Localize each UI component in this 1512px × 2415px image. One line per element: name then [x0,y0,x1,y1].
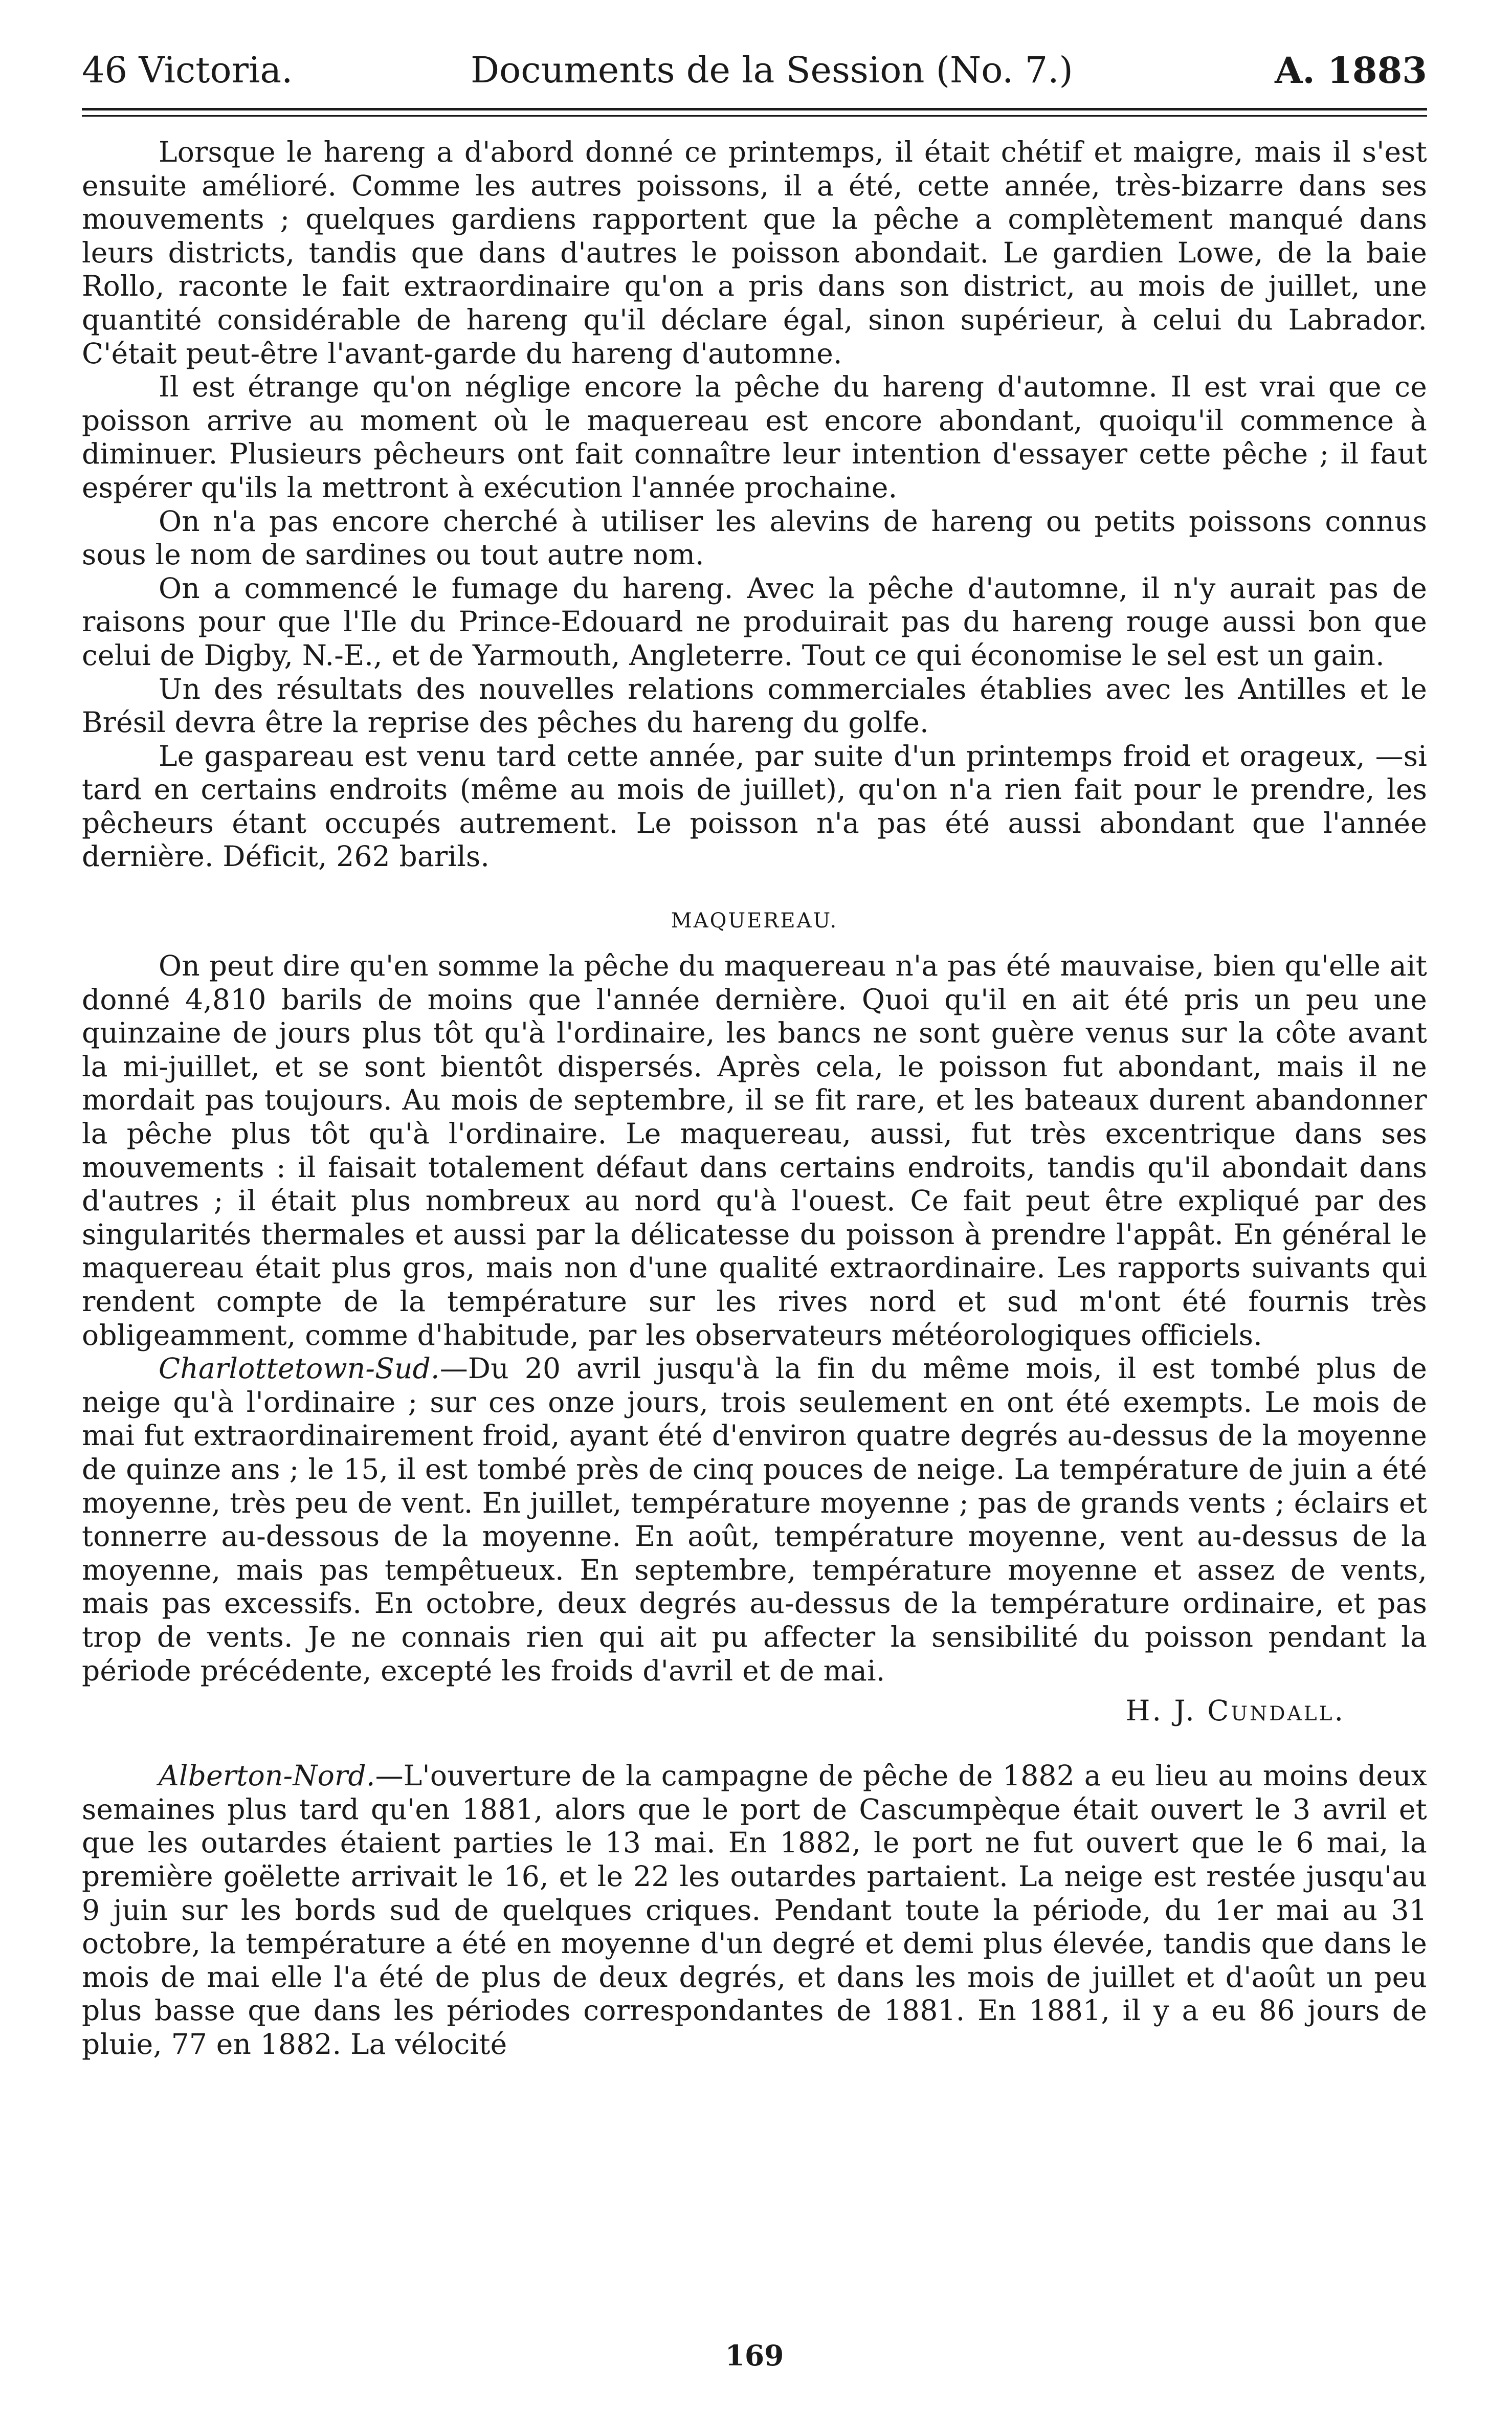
paragraph-herring-autumn: Il est étrange qu'on néglige encore la pêche du hareng d'automne. Il est vrai que ce poisson arrive au moment où le maquereau est encore abondant, quoiqu'il commence à diminuer. Plusieurs pêcheurs ont fait connaître leur intention d'essayer cette pêche ; il faut espérer qu'ils la mettront à exécution l'année prochaine. [82,370,1427,504]
report-north-text: —L'ouverture de la campagne de pêche de 1882 a eu lieu au moins deux semaines plus tard qu'en 1881, alors que le port de Cascumpèque était ouvert le 3 avril et que les outardes étaient parties le 13 mai. En 1882, le port ne fut ouvert que le 6 mai, la première goëlette arrivait le 16, et le 22 les outardes partaient. La neige est restée jusqu'au 9 juin sur les bords sud de quelques criques. Pendant toute la période, du 1er mai au 31 octobre, la température a été en moyenne d'un degré et demi plus élevée, tandis que dans le mois de mai elle l'a été de plus de deux degrés, et dans les mois de juillet et d'août un peu plus basse que dans les périodes correspondantes de 1881. En 1881, il y a eu 86 jours de pluie, 77 en 1882. La vélocité [82,1759,1427,2060]
report-north-place: Alberton-Nord. [159,1759,375,1792]
body-text [82,136,1427,2061]
paragraph-herring-spring: Lorsque le hareng a d'abord donné ce printemps, il était chétif et maigre, mais il s'est ensuite amélioré. Comme les autres poissons, il a été, cette année, très-bizarre dans ses mouvements ; quelques gardiens rapportent que la pêche a complètement manqué dans leurs districts, tandis que dans d'autres le poisson abondait. Le gardien Lowe, de la baie Rollo, raconte le fait extraordinaire qu'on a pris dans son district, au mois de juillet, une quantité considérable de hareng qu'il déclare égal, sinon supérieur, à celui du Labrador. C'était peut-être l'avant-garde du hareng d'automne. [82,136,1427,370]
signature [82,1693,1427,1729]
header-title: Documents de la Session (No. 7.) [471,49,1073,91]
paragraph-herring-fry: On n'a pas encore cherché à utiliser les alevins de hareng ou petits poissons connus sous le nom de sardines ou tout autre nom. [82,504,1427,571]
paragraph-report-south [82,1352,1427,1688]
paragraph-mackerel: On peut dire qu'en somme la pêche du maquereau n'a pas été mauvaise, bien qu'elle ait donné 4,810 barils de moins que l'année dernière. Quoi qu'il en ait été pris un peu une quinzaine de jours plus tôt qu'à l'ordinaire, les bancs ne sont guère venus sur la côte avant la mi-juillet, et se sont bientôt dispersés. Après cela, le poisson fut abondant, mais il ne mordait pas toujours. Au mois de septembre, il se fit rare, et les bateaux durent abandonner la pêche plus tôt qu'à l'ordinaire. Le maquereau, aussi, fut très excentrique dans ses mouvements : il faisait totalement défaut dans certains endroits, tandis qu'il abondait dans d'autres ; il était plus nombreux au nord qu'à l'ouest. Ce fait peut être expliqué par des singularités thermales et aussi par la délicatesse du poisson à prendre l'appât. En général le maquereau était plus gros, mais non d'une qualité extraordinaire. Les rapports suivants qui rendent compte de la température sur les rives nord et sud m'ont été fournis très obligeamment, comme d'habitude, par les observateurs météorologiques officiels. [82,949,1427,1351]
paragraph-gaspereau: Le gaspareau est venu tard cette année, par suite d'un printemps froid et orageux, —si tard en certains endroits (même au mois de juillet), qu'on n'a rien fait pour le prendre, les pêcheurs étant occupés autrement. Le poisson n'a pas été aussi abondant que l'année dernière. Déficit, 262 barils. [82,739,1427,873]
report-south-place: Charlottetown-Sud. [159,1352,440,1385]
running-header [82,41,1427,100]
paragraph-report-north [82,1759,1427,2061]
section-heading-mackerel: MAQUEREAU. [671,909,838,933]
signature-surname: Cundall. [1207,1694,1345,1727]
paragraph-herring-smoking: On a commencé le fumage du hareng. Avec la pêche d'automne, il n'y aurait pas de raisons pour que l'Ile du Prince-Edouard ne produirait pas du hareng rouge aussi bon que celui de Digby, N.-E., et de Yarmouth, Angleterre. Tout ce qui économise le sel est un gain. [82,571,1427,672]
page-number: 169 [725,2339,784,2372]
header-rule-thin [82,115,1427,117]
header-rule-thick [82,108,1427,110]
report-south-text: —Du 20 avril jusqu'à la fin du même mois, il est tombé plus de neige qu'à l'ordinaire ; sur ces onze jours, trois seulement en ont été exempts. Le mois de mai fut extraordinairement froid, ayant été d'environ quatre degrés au-dessus de la moyenne de quinze ans ; le 15, il est tombé près de cinq pouces de neige. La température de juin a été moyenne, très peu de vent. En juillet, température moyenne ; pas de grands vents ; éclairs et tonnerre au-dessous de la moyenne. En août, température moyenne, vent au-dessus de la moyenne, mais pas tempêtueux. En septembre, température moyenne et assez de vents, mais pas excessifs. En octobre, deux degrés au-dessus de la température ordinaire, et pas trop de vents. Je ne connais rien qui ait pu affecter la sensibilité du poisson pendant la période précédente, excepté les froids d'avril et de mai. [82,1352,1427,1687]
paragraph-trade-relations: Un des résultats des nouvelles relations commerciales établies avec les Antilles et le Brésil devra être la reprise des pêches du hareng du golfe. [82,672,1427,739]
header-regnal-year: 46 Victoria. [82,49,293,91]
header-year: A. 1883 [1275,49,1427,92]
signature-initials: H. J. [1125,1694,1196,1727]
header-rule [82,104,1427,122]
document-page [82,41,1427,2374]
